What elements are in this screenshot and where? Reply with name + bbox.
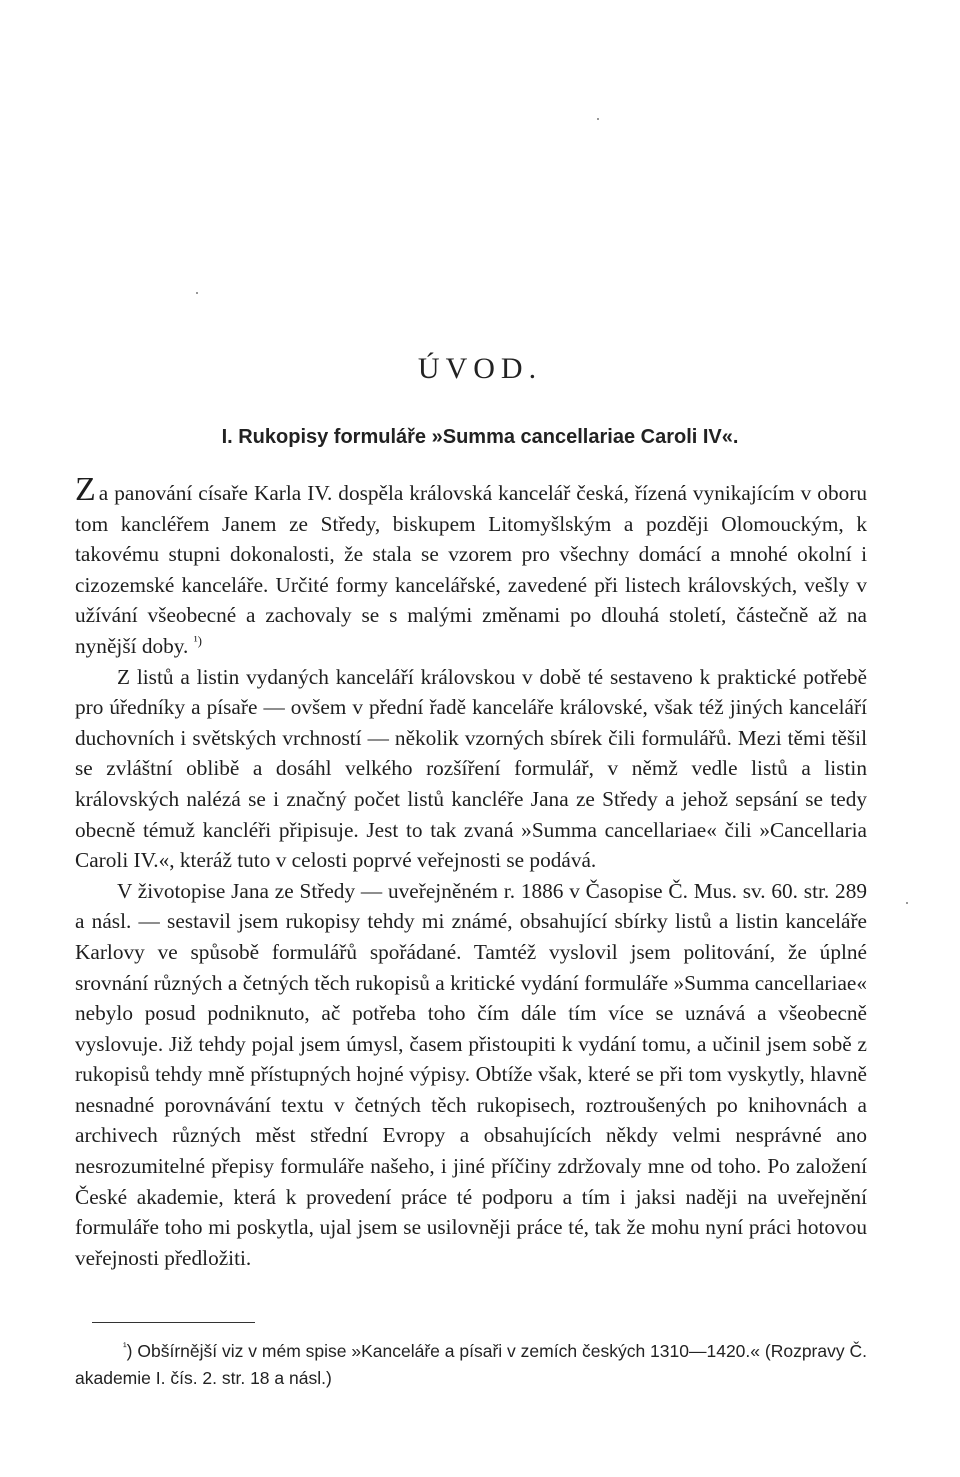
paragraph-3: V životopise Jana ze Středy — uveřejněném r. 1886 v Časopise Č. Mus. sv. 60. str. 289 a násl. — sestavil jsem rukopisy tehdy mi známé, obsahující sbírky listů a listin kanceláře Karlovy ve spůsobě formulářů spořádané. Tamtéž vyslovil jsem politování, že úplné srovnání různých a četných těch rukopisů a kritické vydání formuláře »Summa cancellariae« nebylo posud podniknuto, ač potřeba toho čím dále tím více se uznává a všeobecně vyslovuje. Již tehdy pojal jsem úmysl, časem přistoupiti k vydání tomu, a učinil jsem sobě z rukopisů tehdy mně přístupných hojné výpisy. Obtíže však, které se při tom vyskytly, hlavně nesnadné porovnávání textu v četných těch rukopisech, roztroušených po knihovnách a archivech různých měst střední Evropy a obsahujících někdy velmi nesprávné ano nesrozumitelné přepisy formuláře našeho, i jiné příčiny zdržovaly mne od toho. Po založení České akademie, která k provedení práce té podporu a tím i jaksi naději na uveřejnění formuláře toho mi poskytla, ujal jsem se usilovněji práce té, tak že mohu nyní práci hotovou veřejnosti předložiti. <box>75 878 867 1270</box>
paper-speck <box>597 118 599 120</box>
drop-cap: Z <box>75 471 96 508</box>
paragraph-2: Z listů a listin vydaných kanceláří královskou v době té sestaveno k praktické potřebě pro úředníky a písaře — ovšem v přední řadě kanceláře královské, však též jiných kanceláří duchovních i světských vrchností — několik vzorných sbírek čili formulářů. Mezi těmi těšil se zvláštní oblibě a dosáhl velkého rozšíření formulář, v němž vedle listů a listin královských nalézá se i značný počet listů kancléře Jana ze Středy a jehož sepsání se tedy obecně témuž kancléři připisuje. Jest to tak zvaná »Summa cancellariae« čili »Cancellaria Caroli IV.«, kteráž tuto v celosti poprvé veřejnosti se podává. <box>75 664 867 873</box>
paper-speck <box>906 902 908 904</box>
footnote-text: ) Obšírnější viz v mém spise »Kanceláře a písaři v zemích českých 1310—1420.« (Rozpravy Č. akademie I. čís. 2. str. 18 a násl.) <box>75 1341 867 1388</box>
section-heading: I. Rukopisy formuláře »Summa cancellariae Caroli IV«. <box>221 426 739 448</box>
paragraph-1 <box>75 471 867 662</box>
footnote <box>75 1338 867 1392</box>
footnote-divider <box>92 1322 255 1323</box>
footnote-reference: ¹) <box>193 632 202 648</box>
paragraph-1-text: a panování císaře Karla IV. dospěla královská kancelář česká, řízená vynikajícím v oboru tom kancléřem Janem ze Středy, biskupem Litomyšlským a později Olomouckým, k takovému stupni dokonalosti, že stala se vzorem pro všechny domácí a mnohé okolní i cizozemské kanceláře. Určité formy kancelářské, zavedené při listech královských, vešly v užívání všeobecné a zachovaly se s malými změnami po dlouhá století, částečně až na nynější doby. <box>75 481 867 658</box>
footnote-mark: ¹ <box>123 1341 127 1354</box>
paper-speck <box>196 292 198 294</box>
body-text <box>75 471 867 1273</box>
page-title: ÚVOD. <box>417 352 543 385</box>
